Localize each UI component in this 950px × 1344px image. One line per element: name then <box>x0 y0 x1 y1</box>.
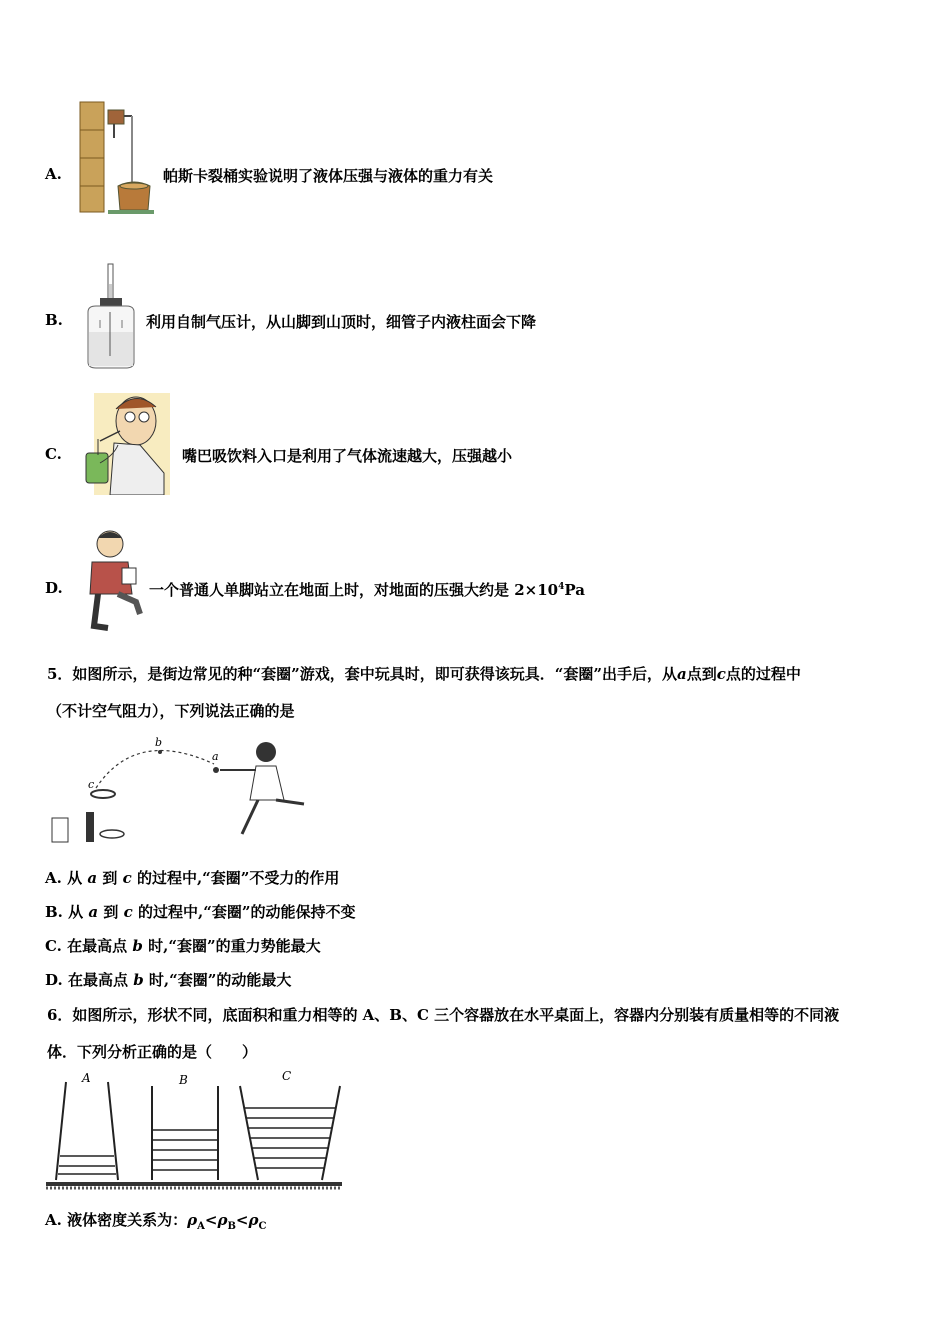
barometer-bottle-figure <box>82 262 140 370</box>
person-one-leg-figure <box>78 528 144 632</box>
option-c-text: 嘴巴吸饮料入口是利用了气体流速越大，压强越小 <box>182 447 513 465</box>
boy-drinking-figure <box>80 393 170 495</box>
label-container-a: A <box>82 1071 91 1085</box>
q5-stem-line1: 5．如图所示，是街边常见的种“套圈”游戏，套中玩具时，即可获得该玩具．“套圈”出手后，从a点到c点的过程中 <box>47 665 801 683</box>
q5-option-b: B. 从 a 到 c 的过程中,“套圈”的动能保持不变 <box>45 903 356 921</box>
q5-option-a: A. 从 a 到 c 的过程中,“套圈”不受力的作用 <box>45 869 340 887</box>
q6-stem-line2: 体．下列分析正确的是（ ） <box>47 1043 258 1061</box>
option-c-letter: C. <box>45 445 62 463</box>
label-container-b: B <box>179 1073 188 1087</box>
option-a-text: 帕斯卡裂桶实验说明了液体压强与液体的重力有关 <box>163 167 494 185</box>
q6-stem-line1: 6．如图所示，形状不同，底面积和重力相等的 A、B、C 三个容器放在水平桌面上，容器内分别装有质量相等的不同液 <box>47 1006 840 1024</box>
pascal-barrel-figure <box>78 100 154 216</box>
option-d-letter: D. <box>45 579 63 597</box>
q5-stem-line2: （不计空气阻力），下列说法正确的是 <box>47 702 295 720</box>
option-b-letter: B. <box>45 311 63 329</box>
label-c: c <box>88 778 95 791</box>
containers-figure <box>46 1070 342 1196</box>
q5-option-d: D. 在最高点 b 时,“套圈”的动能最大 <box>45 971 292 989</box>
ring-toss-figure <box>46 730 318 848</box>
label-a: a <box>212 750 219 763</box>
q5-option-c: C. 在最高点 b 时,“套圈”的重力势能最大 <box>45 937 321 955</box>
exponent: 4 <box>558 582 565 592</box>
q6-option-a: A. 液体密度关系为：$\rho_A<\rho_B<\rho_C$ <box>45 1211 267 1232</box>
option-b-text: 利用自制气压计，从山脚到山顶时，细管子内液柱面会下降 <box>146 313 537 331</box>
option-a-letter: A. <box>45 165 62 183</box>
label-container-c: C <box>282 1070 292 1083</box>
label-b: b <box>155 736 163 749</box>
option-d-text: 一个普通人单脚站立在地面上时，对地面的压强大约是 $2\times 10^4Pa$ <box>149 581 585 599</box>
